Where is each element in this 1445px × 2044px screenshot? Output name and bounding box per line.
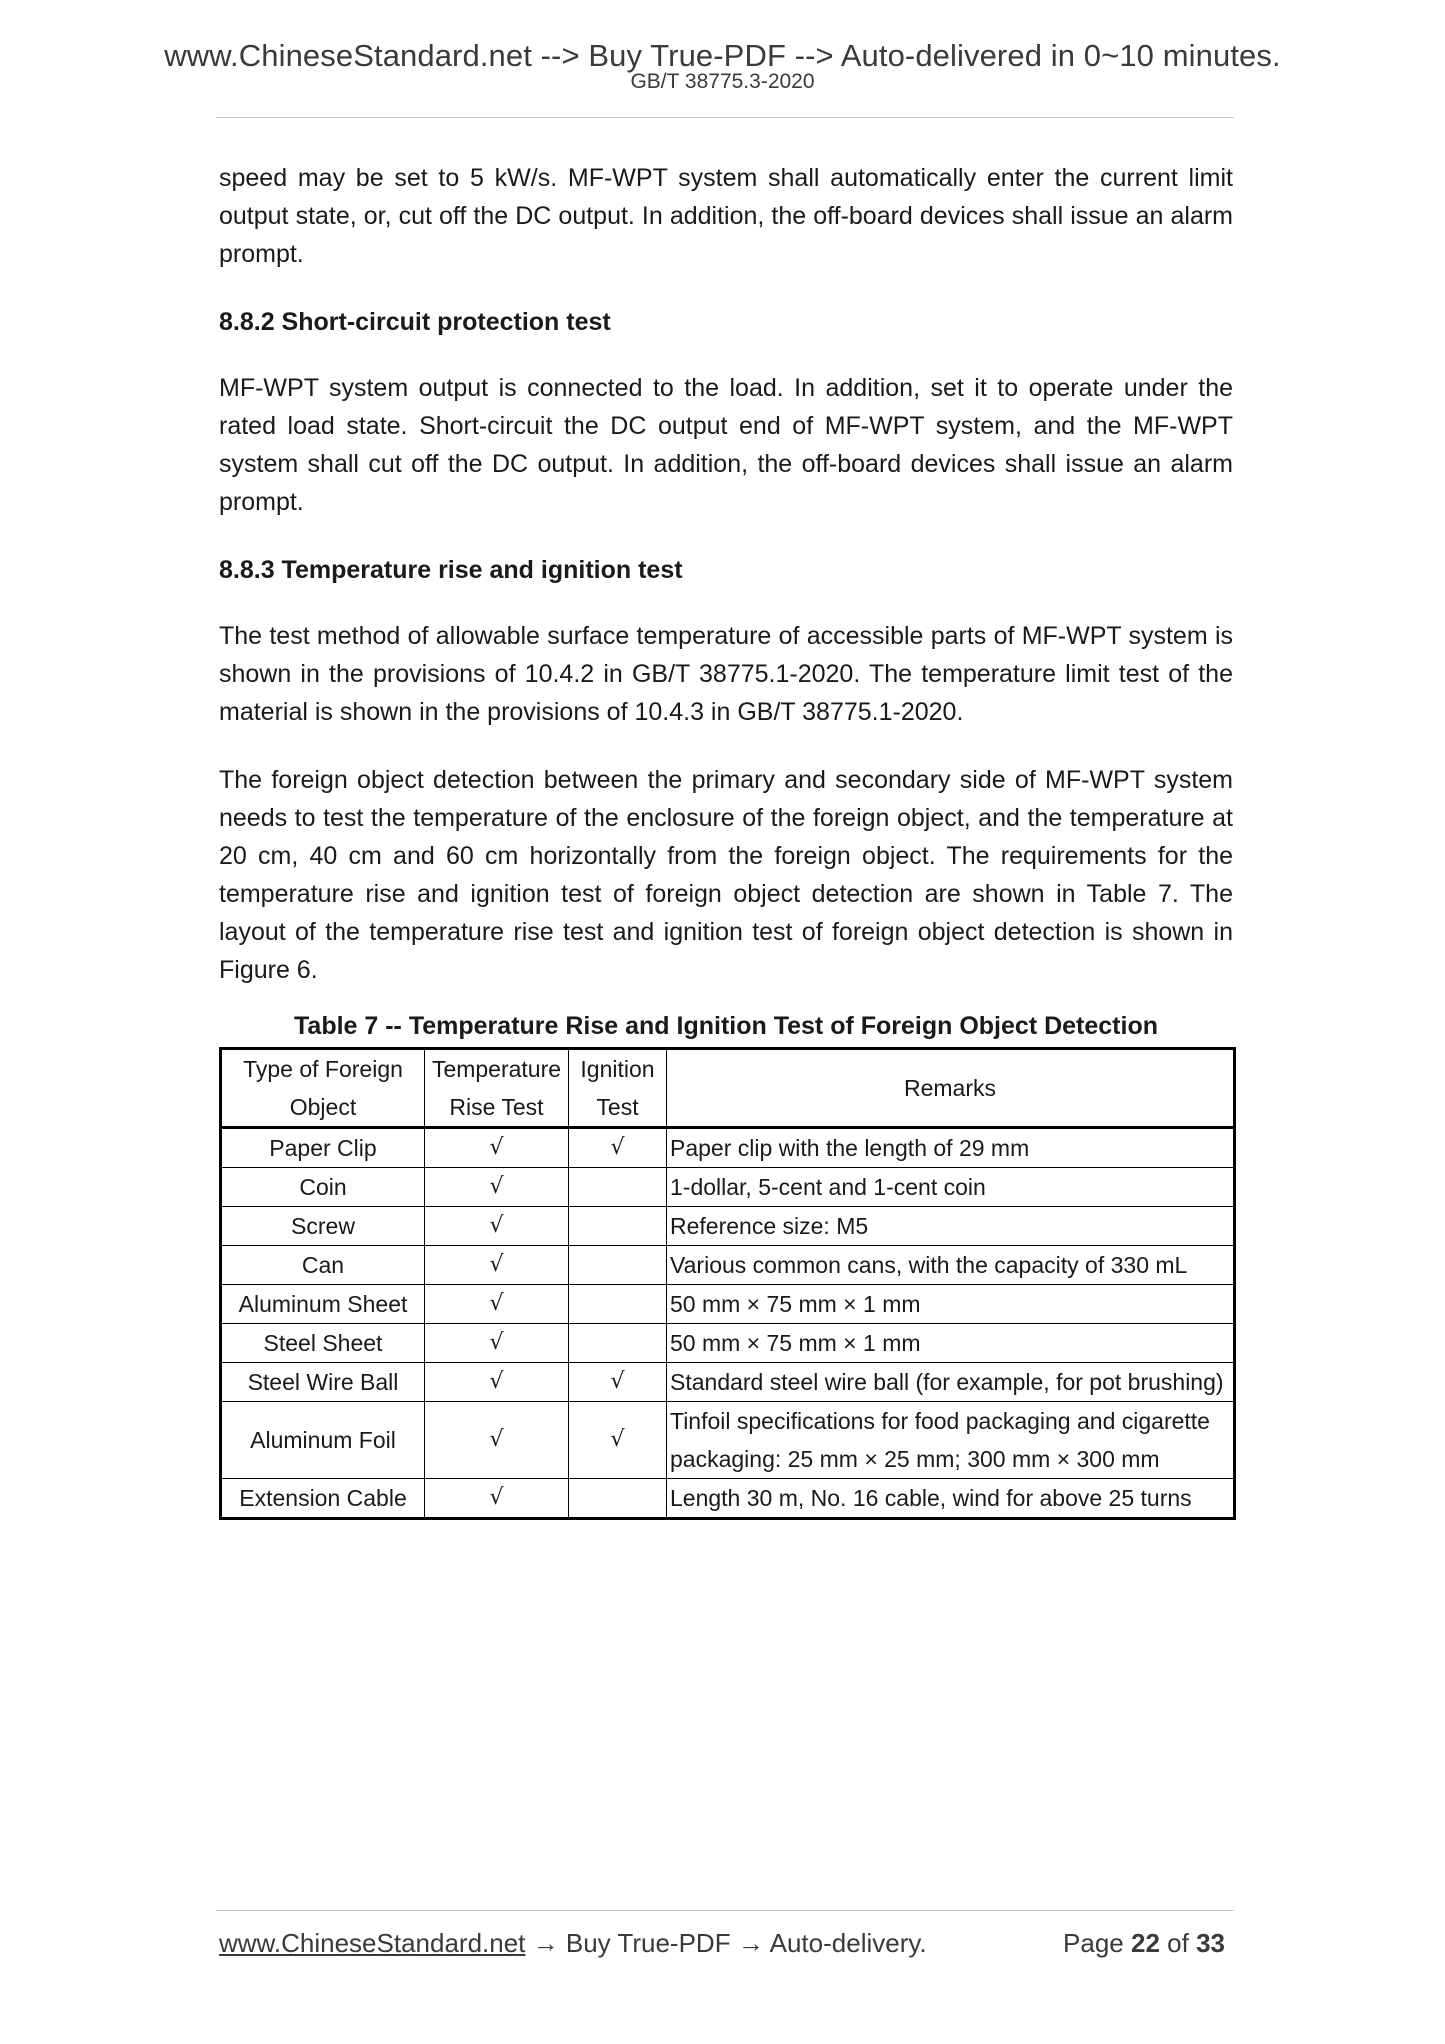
table-row bbox=[221, 1246, 1235, 1285]
table-7 bbox=[219, 1047, 1236, 1520]
top-banner[interactable]: www.ChineseStandard.net --> Buy True-PDF --> Auto-delivered in 0~10 minutes. bbox=[164, 38, 1281, 73]
document-number: GB/T 38775.3-2020 bbox=[630, 70, 815, 93]
cell-temperature: √ bbox=[425, 1128, 569, 1168]
cell-ignition: √ bbox=[569, 1363, 667, 1402]
table-row bbox=[221, 1402, 1235, 1479]
page-total: 33 bbox=[1196, 1928, 1225, 1958]
header-ignition: Ignition Test bbox=[569, 1049, 667, 1128]
cell-type: Paper Clip bbox=[221, 1128, 425, 1168]
footer-buy-text: Buy True-PDF bbox=[565, 1928, 731, 1958]
cell-ignition: √ bbox=[569, 1128, 667, 1168]
paragraph-foreign-object: The foreign object detection between the primary and secondary side of MF-WPT system needs to test the temperature of the enclosure of the foreign object, and the temperature at 20 cm, 40 cm and 60 cm horizontally from the foreign object. The requirements for the temperature rise and ignition test of foreign object detection are shown in Table 7. The layout of the temperature rise test and ignition test of foreign object detection is shown in Figure 6. bbox=[219, 766, 1233, 984]
cell-remarks: Reference size: M5 bbox=[667, 1207, 1235, 1246]
page-current: 22 bbox=[1131, 1928, 1160, 1958]
table-row bbox=[221, 1207, 1235, 1246]
cell-ignition bbox=[569, 1207, 667, 1246]
page-indicator bbox=[1063, 1928, 1225, 1959]
cell-ignition bbox=[569, 1324, 667, 1363]
cell-temperature: √ bbox=[425, 1285, 569, 1324]
header-temperature: Temperature Rise Test bbox=[425, 1049, 569, 1128]
cell-type: Coin bbox=[221, 1168, 425, 1207]
cell-type: Aluminum Foil bbox=[221, 1402, 425, 1479]
section-heading-8-8-2: 8.8.2 Short-circuit protection test bbox=[219, 308, 611, 336]
cell-temperature: √ bbox=[425, 1207, 569, 1246]
cell-type: Steel Wire Ball bbox=[221, 1363, 425, 1402]
cell-ignition bbox=[569, 1246, 667, 1285]
page-of: of bbox=[1167, 1928, 1189, 1958]
cell-remarks: 50 mm × 75 mm × 1 mm bbox=[667, 1324, 1235, 1363]
cell-temperature: √ bbox=[425, 1324, 569, 1363]
cell-remarks: Paper clip with the length of 29 mm bbox=[667, 1128, 1235, 1168]
table-row bbox=[221, 1168, 1235, 1207]
cell-ignition bbox=[569, 1285, 667, 1324]
cell-type: Aluminum Sheet bbox=[221, 1285, 425, 1324]
table-header-row bbox=[221, 1049, 1235, 1128]
cell-temperature: √ bbox=[425, 1246, 569, 1285]
cell-remarks: 50 mm × 75 mm × 1 mm bbox=[667, 1285, 1235, 1324]
footer-divider bbox=[216, 1910, 1234, 1911]
header-divider bbox=[216, 117, 1234, 118]
cell-type: Screw bbox=[221, 1207, 425, 1246]
header-type: Type of Foreign Object bbox=[221, 1049, 425, 1128]
table-7-caption: Table 7 -- Temperature Rise and Ignition Test of Foreign Object Detection bbox=[294, 1012, 1158, 1040]
page-content bbox=[219, 159, 1233, 1520]
cell-remarks: Standard steel wire ball (for example, for pot brushing) bbox=[667, 1363, 1235, 1402]
cell-type: Extension Cable bbox=[221, 1479, 425, 1519]
cell-remarks: 1-dollar, 5-cent and 1-cent coin bbox=[667, 1168, 1235, 1207]
footer-site-link[interactable]: www.ChineseStandard.net bbox=[219, 1928, 526, 1958]
paragraph-intro: speed may be set to 5 kW/s. MF-WPT system shall automatically enter the current limit output state, or, cut off the DC output. In addition, the off-board devices shall issue an alarm prompt. bbox=[219, 164, 1233, 268]
arrow-right-icon: → bbox=[532, 1928, 559, 1958]
table-row bbox=[221, 1479, 1235, 1519]
section-heading-8-8-3: 8.8.3 Temperature rise and ignition test bbox=[219, 556, 683, 584]
arrow-right-icon: → bbox=[737, 1928, 764, 1958]
cell-temperature: √ bbox=[425, 1402, 569, 1479]
footer-promo bbox=[219, 1928, 927, 1959]
cell-ignition: √ bbox=[569, 1402, 667, 1479]
page-label: Page bbox=[1063, 1928, 1124, 1958]
paragraph-temperature-method: The test method of allowable surface temperature of accessible parts of MF-WPT system is shown in the provisions of 10.4.2 in GB/T 38775.1-2020. The temperature limit test of the material is shown in the provisions of 10.4.3 in GB/T 38775.1-2020. bbox=[219, 622, 1233, 726]
cell-remarks: Length 30 m, No. 16 cable, wind for above 25 turns bbox=[667, 1479, 1235, 1519]
table-row bbox=[221, 1128, 1235, 1168]
table-row bbox=[221, 1285, 1235, 1324]
table-row bbox=[221, 1363, 1235, 1402]
cell-ignition bbox=[569, 1479, 667, 1519]
cell-type: Steel Sheet bbox=[221, 1324, 425, 1363]
cell-type: Can bbox=[221, 1246, 425, 1285]
cell-temperature: √ bbox=[425, 1479, 569, 1519]
paragraph-short-circuit: MF-WPT system output is connected to the load. In addition, set it to operate under the rated load state. Short-circuit the DC output end of MF-WPT system, and the MF-WPT system shall cut off the DC output. In addition, the off-board devices shall issue an alarm prompt. bbox=[219, 374, 1233, 516]
cell-temperature: √ bbox=[425, 1363, 569, 1402]
header-remarks: Remarks bbox=[667, 1049, 1235, 1128]
cell-remarks: Tinfoil specifications for food packaging and cigarette packaging: 25 mm × 25 mm; 300 mm × 300 mm bbox=[667, 1402, 1235, 1479]
footer-auto-text: Auto-delivery. bbox=[769, 1928, 927, 1958]
cell-ignition bbox=[569, 1168, 667, 1207]
cell-remarks: Various common cans, with the capacity of 330 mL bbox=[667, 1246, 1235, 1285]
table-row bbox=[221, 1324, 1235, 1363]
cell-temperature: √ bbox=[425, 1168, 569, 1207]
